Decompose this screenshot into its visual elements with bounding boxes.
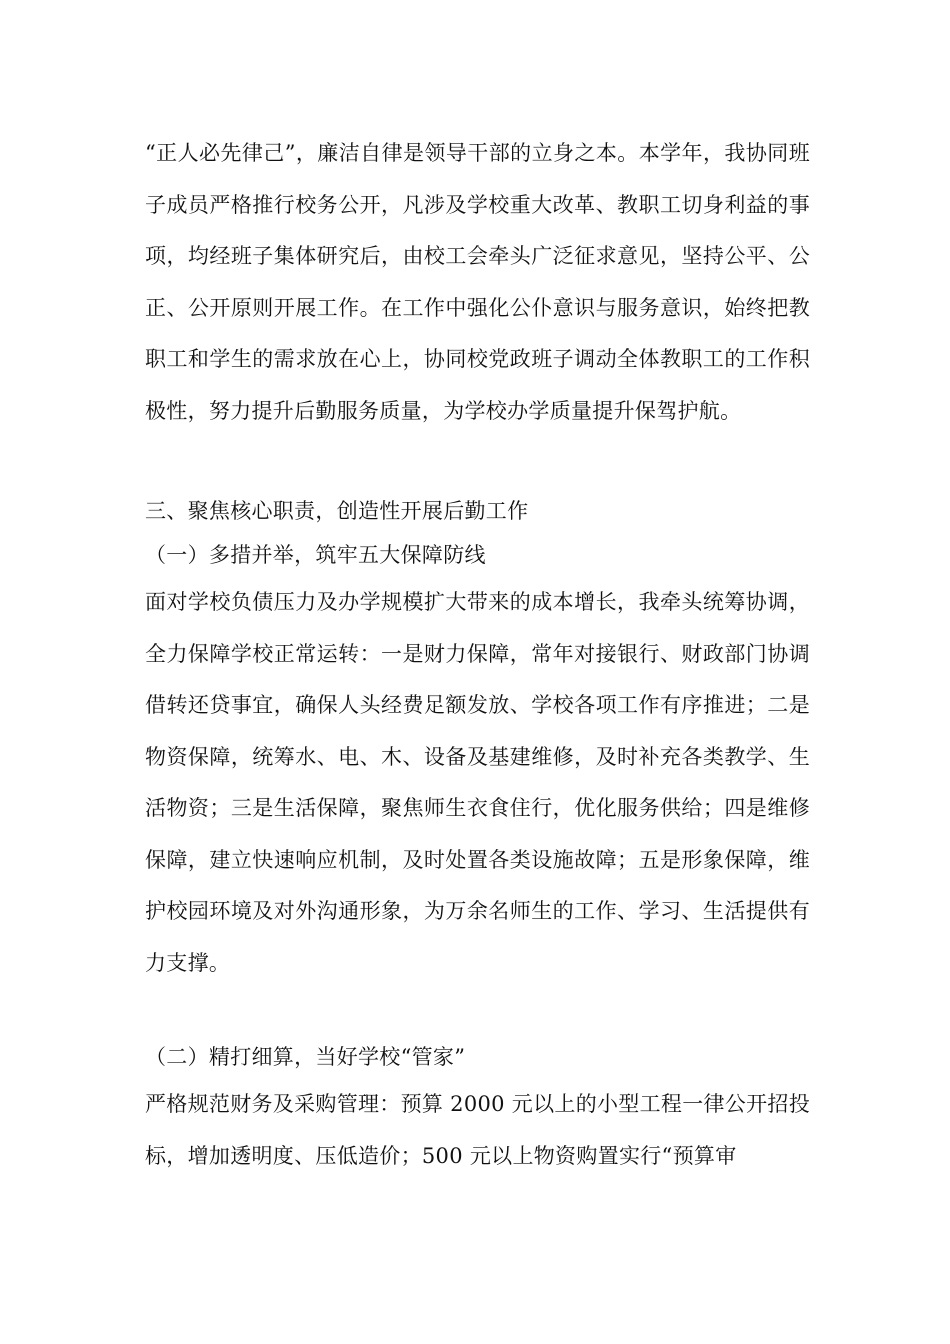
spacer	[145, 437, 810, 489]
paragraph-finance: 严格规范财务及采购管理：预算 2000 元以上的小型工程一律公开招投标，增加透明度、压低造价；500 元以上物资购置实行“预算审	[145, 1092, 810, 1168]
paragraph-integrity: “正人必先律己”，廉洁自律是领导干部的立身之本。本学年，我协同班子成员严格推行校务公开，凡涉及学校重大改革、教职工切身利益的事项，均经班子集体研究后，由校工会牵头广泛征求意见，坚持公平、公正、公开原则开展工作。在工作中强化公仆意识与服务意识，始终把教职工和学生的需求放在心上，协同校党政班子调动全体教职工的工作积极性，努力提升后勤服务质量，为学校办学质量提升保驾护航。	[145, 141, 810, 423]
section-heading-3: 三、聚焦核心职责，创造性开展后勤工作	[145, 499, 529, 523]
spacer	[145, 989, 810, 1035]
paragraph-five-guarantees: 面对学校负债压力及办学规模扩大带来的成本增长，我牵头统筹协调，全力保障学校正常运转：一是财力保障，常年对接银行、财政部门协调借转还贷事宜，确保人头经费足额发放、学校各项工作有序推进；二是物资保障，统筹水、电、木、设备及基建维修，及时补充各类教学、生活物资；三是生活保障，聚焦师生衣食住行，优化服务供给；四是维修保障，建立快速响应机制，及时处置各类设施故障；五是形象保障，维护校园环境及对外沟通形象，为万余名师生的工作、学习、生活提供有力支撑。	[145, 590, 810, 975]
document-page	[145, 128, 810, 1182]
subsection-heading-2: （二）精打细算，当好学校“管家”	[145, 1045, 466, 1069]
subsection-heading-1: （一）多措并举，筑牢五大保障防线	[145, 543, 486, 567]
